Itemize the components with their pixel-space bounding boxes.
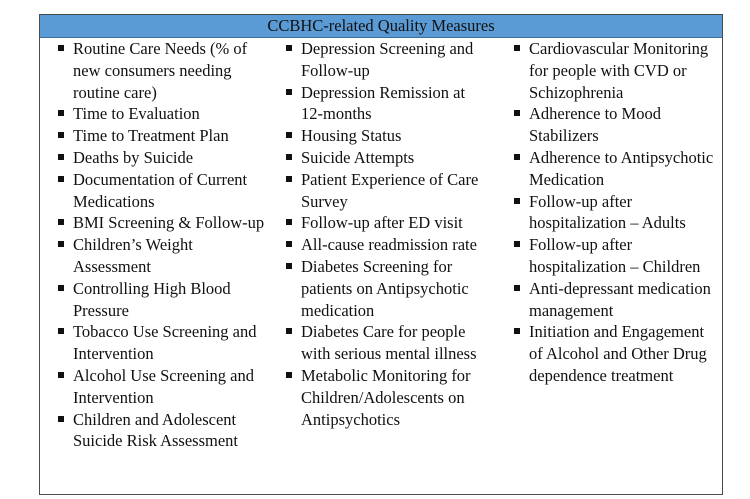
measure-item xyxy=(286,321,491,365)
measure-item xyxy=(514,147,719,191)
measures-column-3 xyxy=(514,38,719,387)
measure-item xyxy=(58,169,268,213)
measure-text: Adherence to Mood Stabilizers xyxy=(529,104,661,146)
measure-item xyxy=(514,278,719,322)
measure-text: Follow-up after ED visit xyxy=(301,213,463,233)
square-bullet-icon xyxy=(58,176,64,182)
measure-item xyxy=(514,103,719,147)
measure-text: Follow-up after hospitalization – Children xyxy=(529,235,701,276)
measure-text: Time to Evaluation xyxy=(73,104,200,124)
measure-item xyxy=(286,38,491,82)
measure-item xyxy=(58,125,268,147)
measure-item xyxy=(286,147,491,169)
square-bullet-icon xyxy=(58,372,64,378)
measure-text: Deaths by Suicide xyxy=(73,147,194,167)
measure-item xyxy=(58,365,268,409)
measure-list-3 xyxy=(514,38,719,387)
square-bullet-icon xyxy=(514,110,520,116)
measure-item xyxy=(514,191,719,235)
measure-item xyxy=(286,125,491,147)
square-bullet-icon xyxy=(58,285,64,291)
measure-text: Routine Care Needs (% of new consumers needing routine care) xyxy=(73,39,248,102)
square-bullet-icon xyxy=(286,219,292,225)
square-bullet-icon xyxy=(286,89,292,95)
measure-text: Diabetes Care for people with serious mental illness xyxy=(301,322,477,364)
measures-column-2 xyxy=(286,38,491,430)
measure-text: Cardiovascular Monitoring for people with CVD or Schizophrenia xyxy=(529,39,709,102)
square-bullet-icon xyxy=(58,132,64,138)
measure-item xyxy=(286,256,491,321)
measure-item xyxy=(286,365,491,430)
square-bullet-icon xyxy=(58,416,64,422)
measure-item xyxy=(286,212,491,234)
measure-text: Metabolic Monitoring for Children/Adolescents on Antipsychotics xyxy=(301,365,471,429)
square-bullet-icon xyxy=(286,176,292,182)
measure-text: Suicide Attempts xyxy=(301,147,415,167)
square-bullet-icon xyxy=(58,219,64,225)
measure-item xyxy=(58,409,268,453)
square-bullet-icon xyxy=(514,328,520,334)
measures-column-1 xyxy=(58,38,268,452)
measure-item xyxy=(58,103,268,125)
measure-item xyxy=(58,321,268,365)
measure-text: Anti-depressant medication management xyxy=(529,278,711,320)
square-bullet-icon xyxy=(286,241,292,247)
measure-text: Initiation and Engagement of Alcohol and Other Drug dependence treatment xyxy=(529,322,707,385)
measure-item xyxy=(58,147,268,169)
measure-text: Follow-up after hospitalization – Adults xyxy=(529,191,686,233)
measure-text: All-cause readmission rate xyxy=(301,235,477,255)
square-bullet-icon xyxy=(514,285,520,291)
measure-item xyxy=(58,234,268,278)
measure-item xyxy=(514,38,719,103)
measure-item xyxy=(58,278,268,322)
measure-text: Housing Status xyxy=(301,126,402,146)
square-bullet-icon xyxy=(58,110,64,116)
measure-text: Children and Adolescent Suicide Risk Assessment xyxy=(73,409,239,451)
square-bullet-icon xyxy=(286,263,292,269)
square-bullet-icon xyxy=(514,154,520,160)
square-bullet-icon xyxy=(286,328,292,334)
measure-item xyxy=(286,82,491,126)
square-bullet-icon xyxy=(514,241,520,247)
measure-list-1 xyxy=(58,38,268,452)
measure-text: Tobacco Use Screening and Intervention xyxy=(73,322,257,364)
square-bullet-icon xyxy=(286,154,292,160)
measure-text: Time to Treatment Plan xyxy=(73,126,229,146)
quality-measures-table xyxy=(39,14,723,495)
measure-item xyxy=(286,169,491,213)
measure-item xyxy=(286,234,491,256)
square-bullet-icon xyxy=(286,45,292,51)
measure-item xyxy=(514,321,719,386)
square-bullet-icon xyxy=(58,154,64,160)
square-bullet-icon xyxy=(58,45,64,51)
measure-text: Adherence to Antipsychotic Medication xyxy=(529,147,714,189)
measure-text: Children’s Weight Assessment xyxy=(73,235,193,276)
square-bullet-icon xyxy=(514,198,520,204)
measure-item xyxy=(58,212,268,234)
measure-item xyxy=(514,234,719,278)
measure-text: Documentation of Current Medications xyxy=(73,169,248,211)
measure-text: Alcohol Use Screening and Intervention xyxy=(73,365,254,407)
measure-text: Controlling High Blood Pressure xyxy=(73,278,231,320)
measures-columns xyxy=(40,38,722,496)
square-bullet-icon xyxy=(58,328,64,334)
square-bullet-icon xyxy=(286,132,292,138)
measure-text: Diabetes Screening for patients on Antipsychotic medication xyxy=(301,256,469,320)
table-title: CCBHC-related Quality Measures xyxy=(40,15,722,38)
measure-text: Depression Screening and Follow-up xyxy=(301,39,474,80)
measure-text: BMI Screening & Follow-up xyxy=(73,213,265,233)
measure-list-2 xyxy=(286,38,491,430)
square-bullet-icon xyxy=(58,241,64,247)
square-bullet-icon xyxy=(286,372,292,378)
measure-text: Depression Remission at 12-months xyxy=(301,82,466,124)
measure-text: Patient Experience of Care Survey xyxy=(301,169,479,211)
square-bullet-icon xyxy=(514,45,520,51)
measure-item xyxy=(58,38,268,103)
